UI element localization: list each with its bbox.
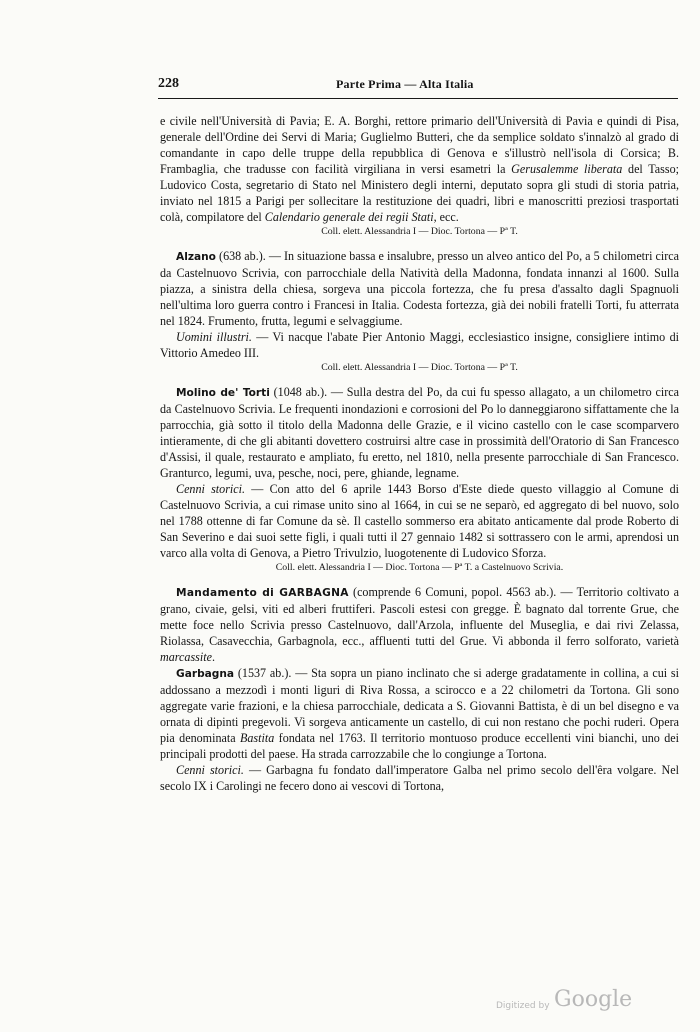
- molino-storici: [160, 481, 679, 561]
- molino-storici-text: — Con atto del 6 aprile 1443 Borso d'Este diede questo villaggio al Comune di Castelnuovo Scrivia, a cui rimase unito sino al 1664, in cui se ne separò, ed aggregato di bel nuovo, solo nel 1788 ottenne di far Comune da sè. Il castello sommerso era abitato anticamente dal prode Roberto di San Severino e dai suoi sette figli, i quali tutti il 27 gennaio 1482 si sottrassero con le armi, aprendosi un varco alla volta di Genova, a Pietro Trivulzio, luogotenente di Ludovico Sforza.: [160, 482, 679, 560]
- mandamento-name: Mandamento di GARBAGNA: [176, 587, 349, 599]
- google-watermark: [470, 987, 660, 1017]
- alzano-entry: [160, 248, 679, 329]
- mandamento-italic: marcassite: [160, 650, 212, 664]
- garbagna-storici: [160, 762, 679, 794]
- alzano-illustri: [160, 329, 679, 361]
- molino-name: Molino de' Torti: [176, 387, 270, 399]
- page-number: 228: [158, 76, 179, 91]
- header-title: Parte Prima — Alta Italia: [336, 77, 474, 91]
- garbagna-name: Garbagna: [176, 668, 235, 680]
- garbagna-storici-label: Cenni storici.: [176, 763, 244, 777]
- continuation-paragraph: [160, 113, 679, 225]
- body-text: [160, 113, 679, 794]
- continuation-text-2: del Tasso; Ludovico Costa, segretario di Stato nel Ministero degli interni, deputato sopra gli studi di storia patria, inviato nel 1815 a Parigi per sollecitare la restituzione dei quadri, libri e manoscritti preziosi trasportati colà, compilatore del: [160, 162, 679, 224]
- mandamento-end: .: [211, 650, 215, 664]
- garbagna-storici-text: — Garbagna fu fondato dall'imperatore Galba nel primo secolo dell'êra volgare. Nel secolo IX i Carolingi ne fecero dono ai vescovi di Tortona,: [160, 763, 679, 793]
- garbagna-text-2: fondata nel 1763. Il territorio montuoso produce eccellenti vini bianchi, uno dei principali prodotti del paese. Ha strada carrozzabile che lo congiunge a Tortona.: [160, 731, 680, 761]
- spacer: [160, 238, 679, 248]
- molino-reference: Coll. elett. Alessandria I — Dioc. Tortona — Pª T. a Castelnuovo Scrivia.: [275, 562, 564, 573]
- mandamento-text: (comprende 6 Comuni, popol. 4563 ab.). — Territorio coltivato a grano, civaie, gelsi, viti ed alberi fruttiferi. Pascoli estesi con gregge. È bagnato dal torrente Grue, che mette foce nello Scrivia presso Castelnuovo, dall'Arzola, influente del Museglia, e dai rivi Zelassa, Riolassa, Casavecchia, Garbagnola, ecc., affluenti tutti del Grue. Vi abbonda il ferro solforato, varietà: [160, 585, 679, 648]
- continuation-reference: Coll. elett. Alessandria I — Dioc. Tortona — Pª T.: [321, 226, 518, 237]
- running-header: [158, 76, 678, 99]
- alzano-reference: Coll. elett. Alessandria I — Dioc. Tortona — Pª T.: [321, 362, 518, 373]
- alzano-illustri-text: — Vi nacque l'abate Pier Antonio Maggi, ecclesiastico insigne, consigliere intimo di Vittorio Amedeo III.: [160, 330, 679, 360]
- continuation-italic-2: Calendario generale dei regii Stati: [264, 210, 434, 224]
- molino-text: (1048 ab.). — Sulla destra del Po, da cui fu spesso allagato, a un chilometro circa da Castelnuovo Scrivia. Le frequenti inondazioni e corrosioni del Po lo danneggiarono siffattamente che la parrocchia, già sotto il titolo della Madonna delle Grazie, e il vicino castello con le case scomparvero intieramente, di che gli abitanti dovettero costruirsi altre case in prossimità dell'Oratorio di San Francesco d'Assisi, il quale, restaurato e ampliato, fu eretto, nel 1810, nella presente parrocchiale di San Francesco. Granturco, legumi, uva, pesche, noci, pere, ghiande, legname.: [160, 385, 680, 480]
- alzano-illustri-label: Uomini illustri.: [176, 330, 252, 344]
- garbagna-italic: Bastita: [240, 731, 275, 745]
- spacer: [160, 374, 679, 384]
- continuation-italic-1: Gerusalemme liberata: [511, 162, 623, 176]
- spacer: [160, 574, 679, 584]
- google-logo: Google: [554, 987, 633, 1012]
- alzano-text: (638 ab.). — In situazione bassa e insalubre, presso un alveo antico del Po, a 5 chilometri circa da Castelnuovo Scrivia, con parrocchiale della Natività della Madonna, fondata innanzi al 1600. Sulla piazza, a sinistra della chiesa, sorgeva una piccola fortezza, che fu presa d'assalto dagli Spagnuoli nell'ultima loro guerra contro i Francesi in Italia. Codesta fortezza, già dei nobili fratelli Torti, fu atterrata nel 1824. Frumento, frutta, legumi e selvaggiume.: [160, 249, 679, 328]
- molino-entry: [160, 384, 679, 481]
- continuation-text-1: e civile nell'Università di Pavia; E. A. Borghi, rettore primario dell'Università di Pavia e quindi di Pisa, generale dell'Ordine dei Servi di Maria; Guglielmo Butteri, che da semplice soldato s'innalzò al grado di comandante in capo delle truppe della repubblica di Genova e s'illustrò nell'isola di Corsica; B. Frambaglia, che tradusse con facilità virgiliana in versi esametri la: [160, 114, 679, 176]
- continuation-text-3: , ecc.: [433, 210, 459, 224]
- garbagna-text-1: (1537 ab.). — Sta sopra un piano inclinato che si aderge gradatamente in collina, a cui si addossano a mezzodì i monti liguri di Riva Rossa, a scirocco e a 22 chilometri da Tortona. Gli sono aggregate varie frazioni, e la chiesa parrocchiale, dedicata a S. Giovanni Battista, è di un bel disegno e va ornata di dipinti pregevoli. Vi sorgeva anticamente un castello, di cui non restano che pochi ruderi. Opera pia denominata: [160, 666, 679, 745]
- molino-storici-label: Cenni storici.: [176, 482, 246, 496]
- garbagna-entry: [160, 665, 679, 762]
- digitized-by-label: Digitized by: [496, 1001, 550, 1011]
- mandamento-entry: [160, 584, 679, 665]
- alzano-name: Alzano: [176, 251, 216, 263]
